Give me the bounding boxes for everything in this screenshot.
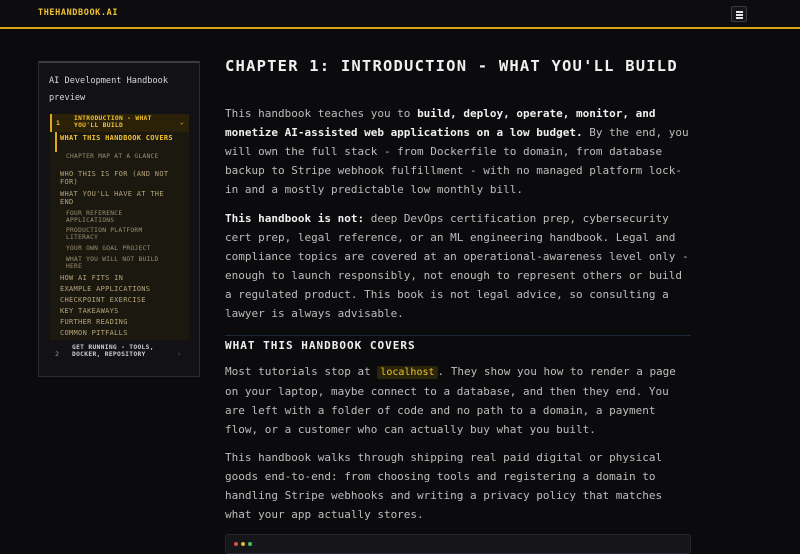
active-indicator [55,132,57,152]
tutorials-paragraph: Most tutorials stop at localhost . They show you how to render a page on your laptop, maybe connect to a database, and then they end. You are left with a folder of code and no path to a domain, a payment flow, or a customer who can actually buy what you built. [225,365,676,436]
walkthrough-paragraph: This handbook walks through shipping real paid digital or physical goods end-to-end: from choosing tools and registering a domain to handling Stripe webhooks and writing a privacy policy that matches what your app actually stores. [225,451,663,521]
chapter-number: 1 [56,119,60,127]
chevron-down-icon[interactable]: ⌄ [179,118,184,126]
toc-item[interactable]: YOUR OWN GOAL PROJECT [66,245,151,252]
toc-section-list [50,132,189,340]
toc-item[interactable]: WHAT THIS HANDBOOK COVERS [60,134,173,142]
chevron-right-icon[interactable]: › [176,350,181,358]
toc-chapter-1[interactable] [50,114,189,132]
toc-item[interactable]: WHO THIS IS FOR (AND NOT FOR) [60,170,169,186]
toc-item[interactable]: WHAT YOU'LL HAVE AT THE END [60,190,164,206]
menu-icon [736,17,743,19]
main-content [225,0,695,547]
toc-item[interactable]: FOUR REFERENCE APPLICATIONS [66,210,123,224]
page-title: CHAPTER 1: INTRODUCTION - WHAT YOU'LL BUILD [225,57,678,75]
brand-logo[interactable]: THEHANDBOOK.AI [38,8,119,18]
toc-chapter-2[interactable] [50,343,189,365]
menu-icon [736,14,743,16]
toc-item[interactable]: PRODUCTION PLATFORM LITERACY [66,227,143,241]
toc-item[interactable]: HOW AI FITS IN [60,274,124,282]
scope-paragraph: This handbook is not: deep DevOps certification prep, cybersecurity cert prep, legal reference, or an ML engineering handbook. Legal and compliance topics are covered at an operational-awareness level only - enough to launch responsibly, not enough to represent others or build a regulated product. This book is not legal advice, so consulting a lawyer is always advisable. [225,212,689,320]
section-divider [225,335,691,336]
window-dot-icon [234,542,238,546]
toc-item[interactable]: FURTHER READING [60,318,128,326]
code-block [225,534,691,554]
toc-item[interactable]: CHAPTER MAP AT A GLANCE [66,153,159,160]
section-heading: WHAT THIS HANDBOOK COVERS [225,339,416,352]
toc-item[interactable]: CHECKPOINT EXERCISE [60,296,146,304]
chapter-label: GET RUNNING - TOOLS, DOCKER, REPOSITORY [72,344,154,358]
window-dot-icon [241,542,245,546]
intro-paragraph: This handbook teaches you to build, deploy, operate, monitor, and monetize AI-assisted web applications on a low budget. By the end, you will own the full stack - from Dockerfile to domain, from database backup to Stripe webhook fulfillment - with no managed platform lock-in and a mostly predictable low monthly bill. [225,107,689,196]
window-dot-icon [248,542,252,546]
chapter-number: 2 [55,350,59,358]
toc-item[interactable]: KEY TAKEAWAYS [60,307,119,315]
toc-sidebar [38,61,200,377]
menu-icon [736,11,743,13]
toc-item[interactable]: EXAMPLE APPLICATIONS [60,285,151,293]
inline-code: localhost [377,366,437,379]
sidebar-title: AI Development Handbook preview [49,76,168,103]
chapter-label: INTRODUCTION - WHAT YOU'LL BUILD [74,115,152,129]
toc-item[interactable]: COMMON PITFALLS [60,329,128,337]
menu-button[interactable] [731,6,747,22]
toc-item[interactable]: WHAT YOU WILL NOT BUILD HERE [66,256,159,270]
